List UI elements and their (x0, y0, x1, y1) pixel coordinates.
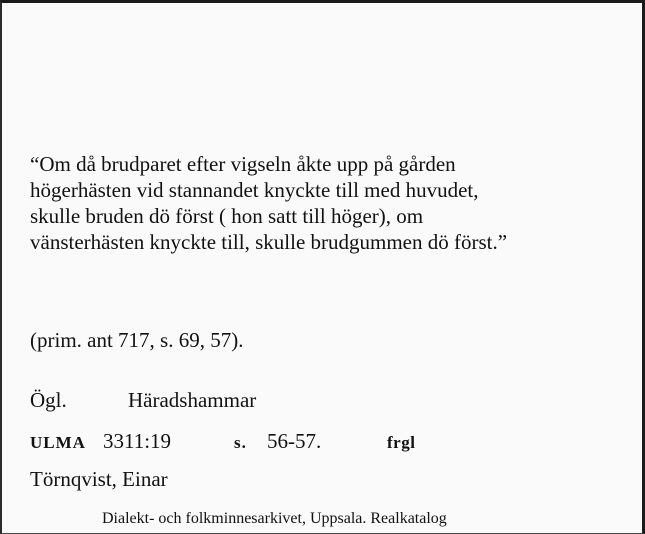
archive-footer: Dialekt- och folkminnesarkivet, Uppsala. Realkatalog (102, 510, 447, 527)
category-code: frgl (387, 433, 416, 452)
page-label: s. (234, 433, 247, 452)
quote-line: högerhästen vid stannandet knyckte till med huvudet, (30, 178, 479, 202)
reference-note: (prim. ant 717, s. 69, 57). (30, 328, 244, 352)
quote-line: “Om då brudparet efter vigseln åkte upp på gården (30, 152, 456, 176)
quote-line: skulle bruden dö först ( hon satt till höger), om (30, 204, 424, 228)
archive-row (30, 429, 550, 457)
place-row (30, 388, 257, 413)
collector-name: Törnqvist, Einar (30, 467, 168, 491)
quote-line: vänsterhästen knyckte till, skulle brudgummen dö först.” (30, 230, 508, 254)
page-range: 56-57. (267, 429, 322, 453)
quote-text (30, 151, 630, 255)
archive-number: 3311:19 (103, 429, 172, 453)
archive-code: ULMA (30, 433, 86, 452)
landskap-label: Ögl. (30, 388, 67, 412)
parish-name: Häradshammar (128, 388, 257, 412)
